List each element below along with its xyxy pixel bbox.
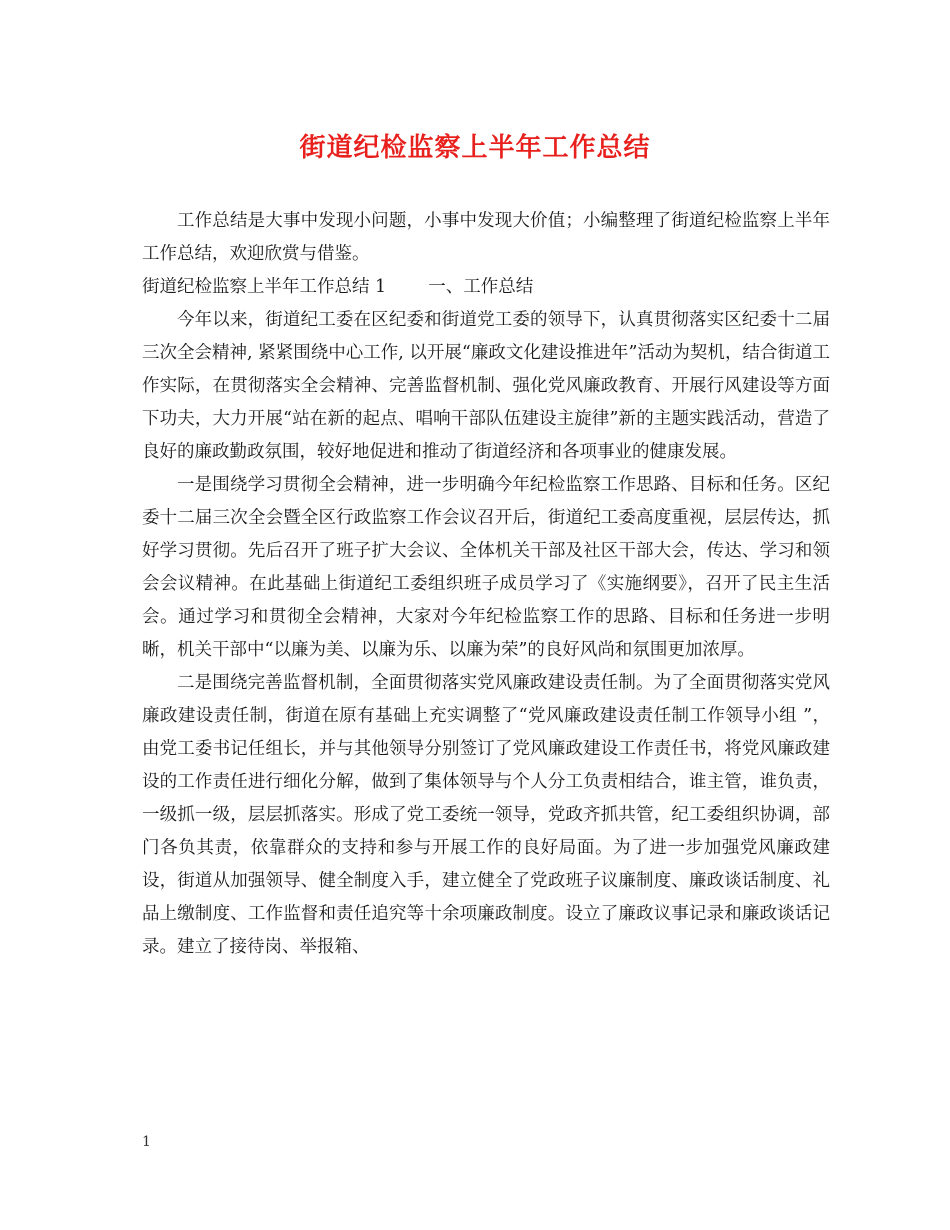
document-title: 街道纪检监察上半年工作总结: [299, 133, 651, 163]
body-paragraph-1: 今年以来，街道纪工委在区纪委和街道党工委的领导下，认真贯彻落实区纪委十二届三次全会精神, 紧紧围绕中心工作, 以开展“廉政文化建设推进年”活动为契机，结合街道工作实际，在贯彻落实全会精神、完善监督机制、强化党风廉政教育、开展行风建设等方面下功夫，大力开展“站在新的起点、唱响干部队伍建设主旋律”新的主题实践活动，营造了良好的廉政勤政氛围，较好地促进和推动了街道经济和各项事业的健康发展。: [142, 310, 830, 462]
body-paragraph-3: 二是围绕完善监督机制，全面贯彻落实党风廉政建设责任制。为了全面贯彻落实党风廉政建设责任制，街道在原有基础上充实调整了“党风廉政建设责任制工作领导小组 ”，由党工委书记任组长，并与其他领导分别签订了党风廉政建设工作责任书，将党风廉政建设的工作责任进行细化分解，做到了集体领导与个人分工负责相结合，谁主管，谁负责，一级抓一级，层层抓落实。形成了党工委统一领导，党政齐抓共管，纪工委组织协调，部门各负其责，依靠群众的支持和参与开展工作的良好局面。为了进一步加强党风廉政建设，街道从加强领导、健全制度入手，建立健全了党政班子议廉制度、廉政谈话制度、礼品上缴制度、工作监督和责任追究等十余项廉政制度。设立了廉政议事记录和廉政谈话记录。建立了接待岗、举报箱、: [142, 673, 830, 957]
section-heading: 一、工作总结: [428, 277, 534, 297]
intro-paragraph: 工作总结是大事中发现小问题，小事中发现大价值；小编整理了街道纪检监察上半年工作总结，欢迎欣赏与借鉴。: [142, 211, 830, 264]
document-body: [142, 205, 830, 964]
body-paragraph-2: 一是围绕学习贯彻全会精神，进一步明确今年纪检监察工作思路、目标和任务。区纪委十二届三次全会暨全区行政监察工作会议召开后，街道纪工委高度重视，层层传达，抓好学习贯彻。先后召开了班子扩大会议、全体机关干部及社区干部大会，传达、学习和领会会议精神。在此基础上街道纪工委组织班子成员学习了《实施纲要》，召开了民主生活会。通过学习和贯彻全会精神，大家对今年纪检监察工作的思路、目标和任务进一步明晰，机关干部中“以廉为美、以廉为乐、以廉为荣”的良好风尚和氛围更加浓厚。: [142, 475, 830, 660]
section-heading-line: [142, 271, 830, 304]
section-label: 街道纪检监察上半年工作总结 1: [142, 277, 387, 297]
page-number: 1: [142, 1134, 151, 1150]
